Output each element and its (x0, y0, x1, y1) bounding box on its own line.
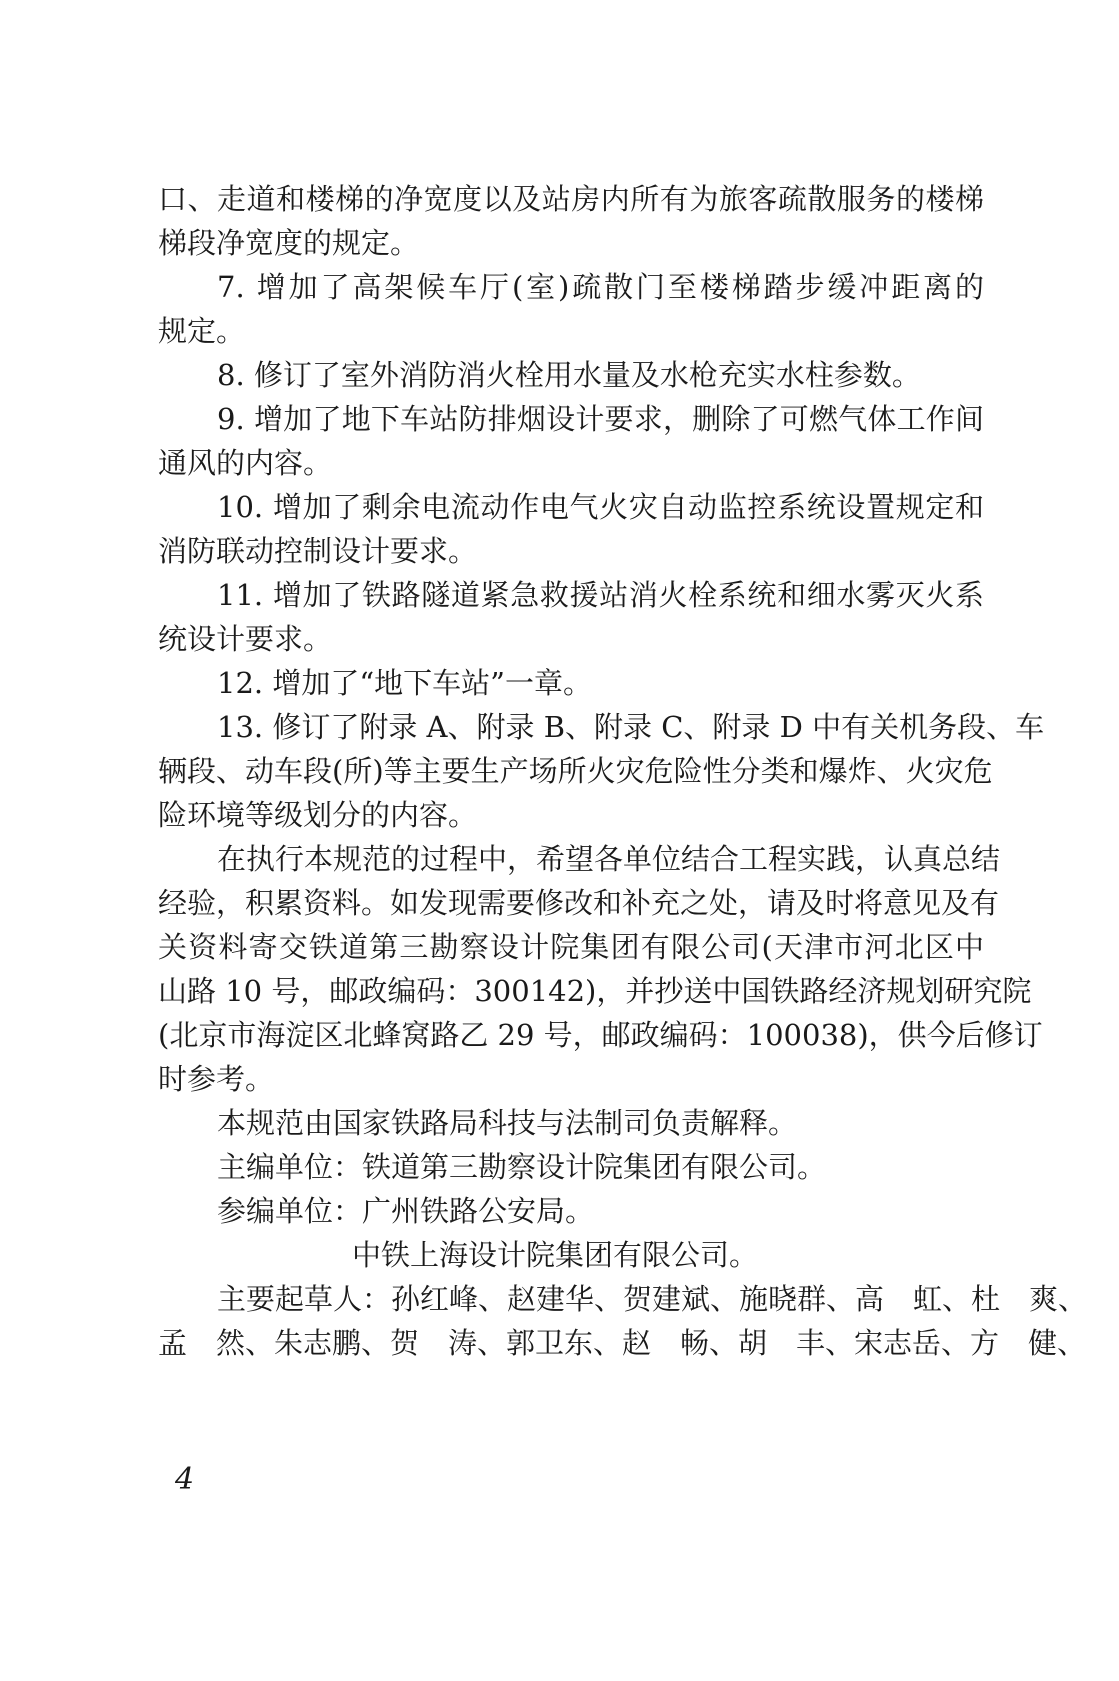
text-line-15: 险环境等级划分的内容。 (158, 798, 478, 832)
text-line-20: (北京市海淀区北蜂窝路乙 29 号，邮政编码：100038)，供今后修订 (158, 1018, 1043, 1052)
text-line-27: 孟 然、朱志鹏、贺 涛、郭卫东、赵 畅、胡 丰、宋志岳、方 健、 (158, 1326, 1087, 1360)
text-line-10: 11. 增加了铁路隧道紧急救援站消火栓系统和细水雾灭火系 (217, 578, 984, 612)
text-line-3: 7. 增加了高架候车厅(室)疏散门至楼梯踏步缓冲距离的 (217, 270, 984, 304)
page-number: 4 (175, 1462, 195, 1497)
text-line-23: 主编单位：铁道第三勘察设计院集团有限公司。 (217, 1150, 827, 1184)
text-line-18: 关资料寄交铁道第三勘察设计院集团有限公司(天津市河北区中 (158, 930, 984, 964)
text-line-12: 12. 增加了“地下车站”一章。 (217, 666, 592, 700)
text-line-7: 通风的内容。 (158, 446, 333, 480)
text-line-16: 在执行本规范的过程中，希望各单位结合工程实践，认真总结 (217, 842, 1001, 876)
text-line-11: 统设计要求。 (158, 622, 333, 656)
text-line-26: 主要起草人：孙红峰、赵建华、贺建斌、施晓群、高 虹、杜 爽、 (217, 1282, 1088, 1316)
text-line-9: 消防联动控制设计要求。 (158, 534, 478, 568)
text-line-4: 规定。 (158, 314, 246, 348)
text-line-6: 9. 增加了地下车站防排烟设计要求，删除了可燃气体工作间 (217, 402, 984, 436)
text-line-5: 8. 修订了室外消防消火栓用水量及水枪充实水柱参数。 (217, 358, 921, 392)
text-line-17: 经验，积累资料。如发现需要修改和补充之处，请及时将意见及有 (158, 886, 1000, 920)
text-line-14: 辆段、动车段(所)等主要生产场所火灾危险性分类和爆炸、火灾危 (158, 754, 993, 788)
text-line-21: 时参考。 (158, 1062, 275, 1096)
text-line-22: 本规范由国家铁路局科技与法制司负责解释。 (217, 1106, 798, 1140)
text-line-8: 10. 增加了剩余电流动作电气火灾自动监控系统设置规定和 (217, 490, 984, 524)
text-line-25: 中铁上海设计院集团有限公司。 (352, 1238, 759, 1272)
text-line-2: 梯段净宽度的规定。 (158, 226, 420, 260)
text-line-19: 山路 10 号，邮政编码：300142)，并抄送中国铁路经济规划研究院 (158, 974, 1032, 1008)
text-line-24: 参编单位：广州铁路公安局。 (217, 1194, 595, 1228)
text-line-1: 口、走道和楼梯的净宽度以及站房内所有为旅客疏散服务的楼梯 (158, 182, 984, 216)
text-line-13: 13. 修订了附录 A、附录 B、附录 C、附录 D 中有关机务段、车 (217, 710, 1045, 744)
